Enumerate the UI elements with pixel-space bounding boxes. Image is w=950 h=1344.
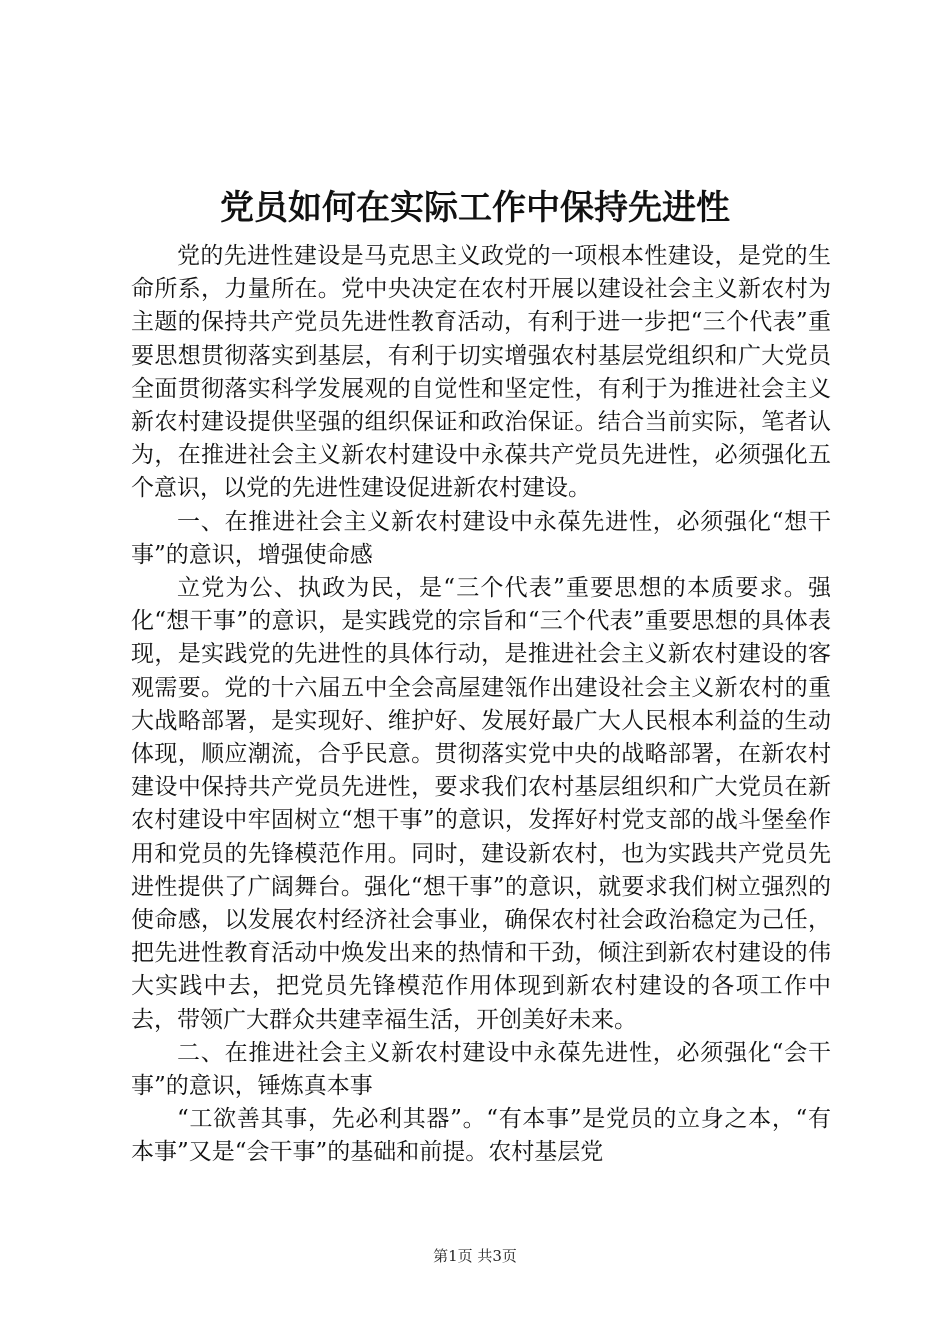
paragraph-section-1: 立党为公、执政为民，是“三个代表”重要思想的本质要求。强化“想干事”的意识，是实践党的宗旨和“三个代表”重要思想的具体表现，是实践党的先进性的具体行动，是推进社会主义新农村建设的客观需要。党的十六届五中全会高屋建瓴作出建设社会主义新农村的重大战略部署，是实现好、维护好、发展好最广大人民根本利益的生动体现，顺应潮流，合乎民意。贯彻落实党中央的战略部署，在新农村建设中保持共产党员先进性，要求我们农村基层组织和广大党员在新农村建设中牢固树立“想干事”的意识，发挥好村党支部的战斗堡垒作用和党员的先锋模范作用。同时，建设新农村，也为实践共产党员先进性提供了广阔舞台。强化“想干事”的意识，就要求我们树立强烈的使命感，以发展农村经济社会事业，确保农村社会政治稳定为己任，把先进性教育活动中焕发出来的热情和干劲，倾注到新农村建设的伟大实践中去，把党员先锋模范作用体现到新农村建设的各项工作中去，带领广大群众共建幸福生活，开创美好未来。: [131, 575, 831, 1033]
document-title: 党员如何在实际工作中保持先进性: [220, 188, 730, 228]
document-body: [131, 240, 831, 1170]
section-heading-1: 一、在推进社会主义新农村建设中永葆先进性，必须强化“想干事”的意识，增强使命感: [131, 508, 831, 568]
paragraph-intro: 党的先进性建设是马克思主义政党的一项根本性建设，是党的生命所系，力量所在。党中央决定在农村开展以建设社会主义新农村为主题的保持共产党员先进性教育活动，有利于进一步把“三个代表”重要思想贯彻落实到基层，有利于切实增强农村基层党组织和广大党员全面贯彻落实科学发展观的自觉性和坚定性，有利于为推进社会主义新农村建设提供坚强的组织保证和政治保证。结合当前实际，笔者认为，在推进社会主义新农村建设中永葆共产党员先进性，必须强化五个意识，以党的先进性建设促进新农村建设。: [131, 243, 831, 502]
section-heading-2: 二、在推进社会主义新农村建设中永葆先进性，必须强化“会干事”的意识，锤炼真本事: [131, 1039, 831, 1100]
paragraph-section-2: “工欲善其事，先必利其器”。“有本事”是党员的立身之本，“有本事”又是“会干事”的基础和前提。农村基层党: [131, 1106, 831, 1166]
page-number-footer: 第1页 共3页: [433, 1247, 517, 1265]
